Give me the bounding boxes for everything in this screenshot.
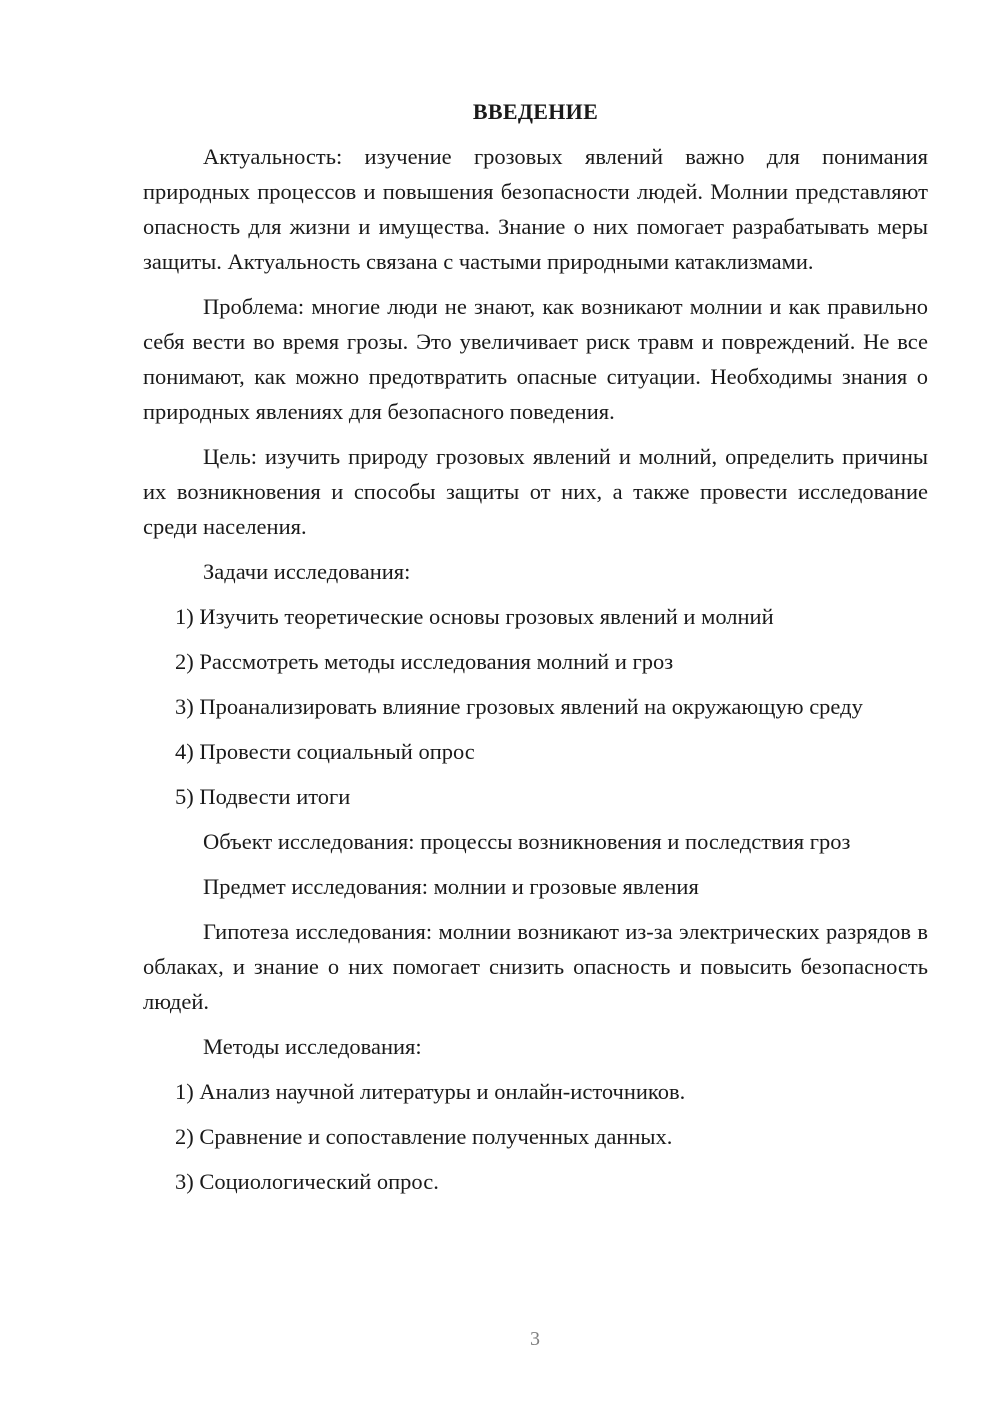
method-item: 2) Сравнение и сопоставление полученных данных. [175,1124,673,1149]
task-item: 1) Изучить теоретические основы грозовых явлений и молний [175,604,774,629]
hypothesis-paragraph: Гипотеза исследования: молнии возникают из-за электрических разрядов в облаках, и знание о них помогает снизить опасность и повысить безопасность людей. [143,919,928,1014]
task-item: 3) Проанализировать влияние грозовых явлений на окружающую среду [175,694,863,719]
page-content [143,94,928,1209]
relevance-paragraph: Актуальность: изучение грозовых явлений важно для понимания природных процессов и повышения безопасности людей. Молнии представляют опасность для жизни и имущества. Знание о них помогает разрабатывать меры защиты. Актуальность связана с частыми природными катаклизмами. [143,144,928,274]
goal-paragraph: Цель: изучить природу грозовых явлений и молний, определить причины их возникновения и способы защиты от них, а также провести исследование среди населения. [143,444,928,539]
task-item: 5) Подвести итоги [175,784,351,809]
page-number: 3 [530,1328,540,1350]
object-line: Объект исследования: процессы возникновения и последствия гроз [203,829,851,854]
methods-label: Методы исследования: [203,1034,422,1059]
subject-line: Предмет исследования: молнии и грозовые явления [203,874,699,899]
tasks-label: Задачи исследования: [203,559,411,584]
method-item: 1) Анализ научной литературы и онлайн-источников. [175,1079,686,1104]
problem-paragraph: Проблема: многие люди не знают, как возникают молнии и как правильно себя вести во время грозы. Это увеличивает риск травм и повреждений. Не все понимают, как можно предотвратить опасные ситуации. Необходимы знания о природных явлениях для безопасного поведения. [143,294,928,424]
task-item: 2) Рассмотреть методы исследования молний и гроз [175,649,674,674]
task-item: 4) Провести социальный опрос [175,739,475,764]
section-heading: ВВЕДЕНИЕ [472,99,599,124]
method-item: 3) Социологический опрос. [175,1169,439,1194]
